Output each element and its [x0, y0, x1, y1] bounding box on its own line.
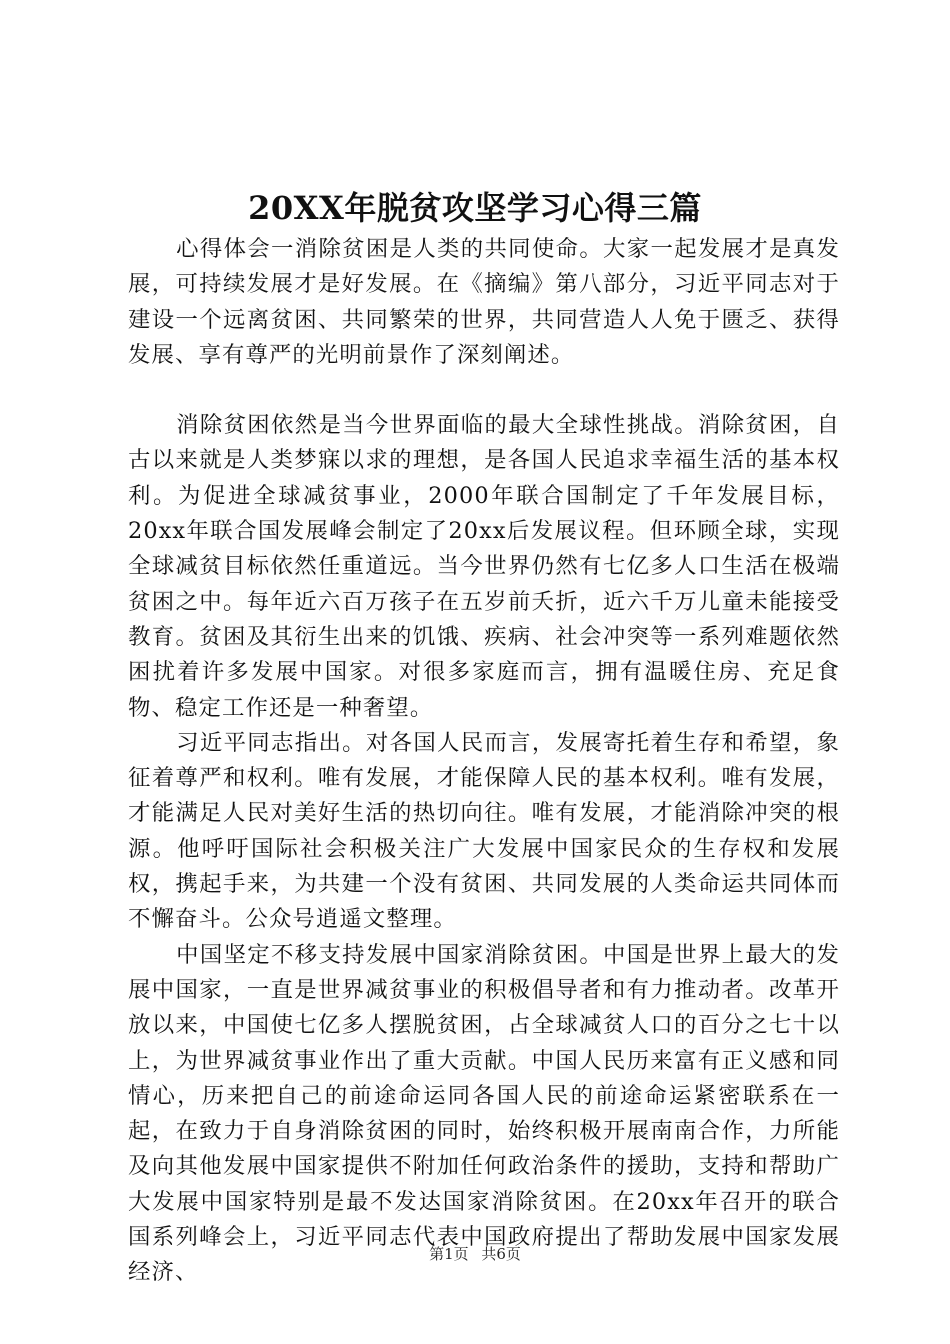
paragraph: 习近平同志指出。对各国人民而言，发展寄托着生存和希望，象征着尊严和权利。唯有发展，才能保障人民的基本权利。唯有发展，才能满足人民对美好生活的热切向往。唯有发展，才能消除冲突的根源。他呼吁国际社会积极关注广大发展中国家民众的生存权和发展权，携起手来，为共建一个没有贫困、共同发展的人类命运共同体而不懈奋斗。公众号逍遥文整理。: [128, 729, 840, 933]
page-number: 第1页: [429, 1245, 469, 1263]
paragraph: 消除贫困依然是当今世界面临的最大全球性挑战。消除贫困，自古以来就是人类梦寐以求的理想，是各国人民追求幸福生活的基本权利。为促进全球减贫事业，2000年联合国制定了千年发展目标，20xx年联合国发展峰会制定了20xx后发展议程。但环顾全球，实现全球减贫目标依然任重道远。当今世界仍然有七亿多人口生活在极端贫困之中。每年近六百万孩子在五岁前夭折，近六千万儿童未能接受教育。贫困及其衍生出来的饥饿、疾病、社会冲突等一系列难题依然困扰着许多发展中国家。对很多家庭而言，拥有温暖住房、充足食物、稳定工作还是一种奢望。: [128, 412, 840, 721]
paragraph: 中国坚定不移支持发展中国家消除贫困。中国是世界上最大的发展中国家，一直是世界减贫事业的积极倡导者和有力推动者。改革开放以来，中国使七亿多人摆脱贫困，占全球减贫人口的百分之七十以上，为世界减贫事业作出了重大贡献。中国人民历来富有正义感和同情心，历来把自己的前途命运同各国人民的前途命运紧密联系在一起，在致力于自身消除贫困的同时，始终积极开展南南合作，力所能及向其他发展中国家提供不附加任何政治条件的援助，支持和帮助广大发展中国家特别是最不发达国家消除贫困。在20xx年召开的联合国系列峰会上，习近平同志代表中国政府提出了帮助发展中国家发展经济、: [128, 941, 840, 1286]
page-total: 共6页: [481, 1245, 521, 1263]
document-body: [128, 232, 840, 1291]
document-title: 20XX年脱贫攻坚学习心得三篇: [248, 189, 702, 227]
paragraph: 心得体会一消除贫困是人类的共同使命。大家一起发展才是真发展，可持续发展才是好发展。在《摘编》第八部分，习近平同志对于建设一个远离贫困、共同繁荣的世界，共同营造人人免于匮乏、获得发展、享有尊严的光明前景作了深刻阐述。: [128, 236, 840, 368]
page-footer: [0, 1242, 950, 1266]
